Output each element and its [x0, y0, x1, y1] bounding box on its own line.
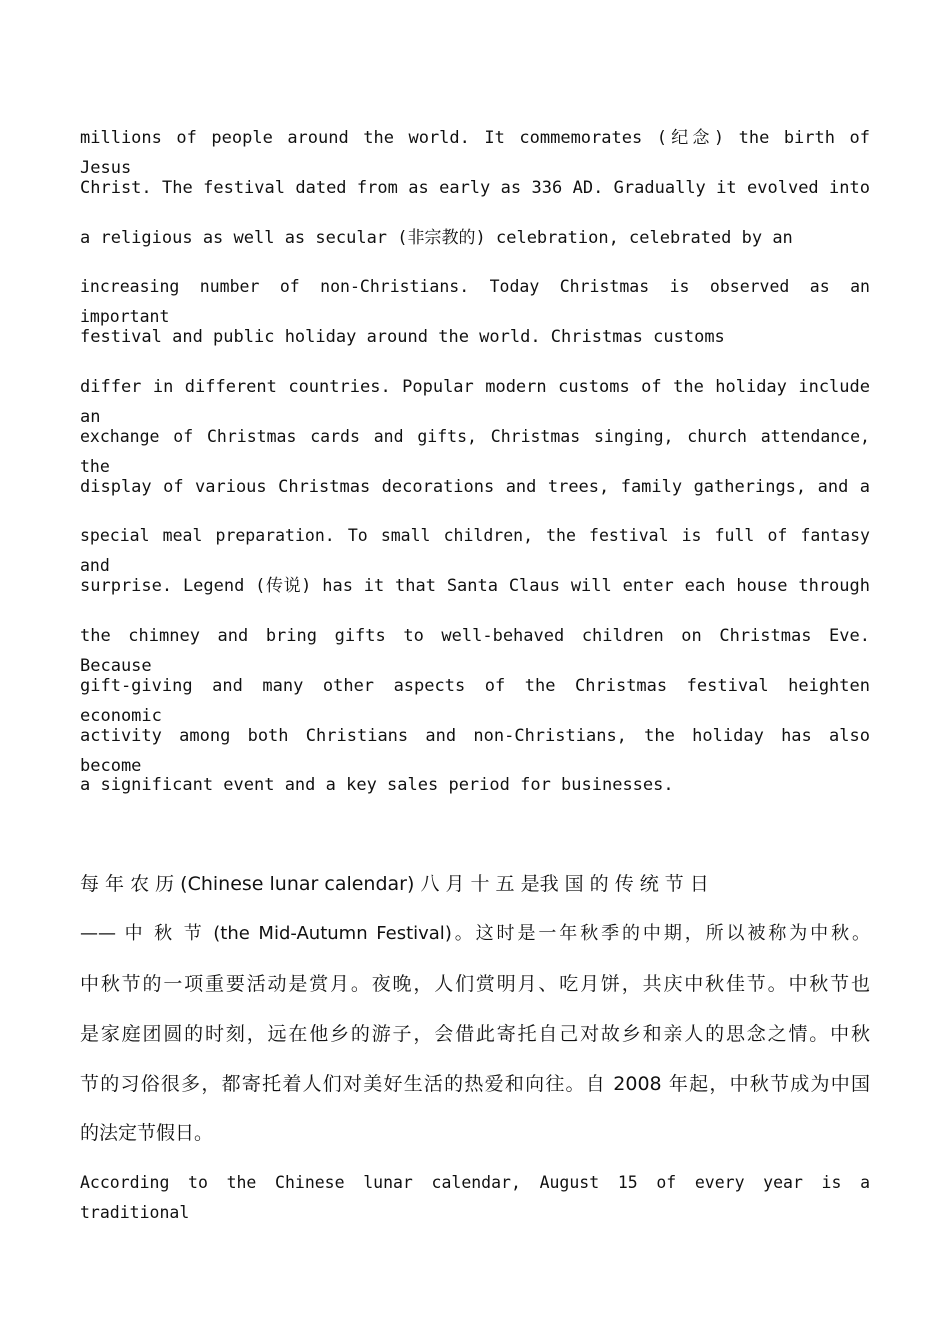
christmas-text-line: activity among both Christians and non-Christians, the holiday has also become — [80, 726, 870, 776]
mid-autumn-chinese-line: 的法定节假日。 — [80, 1122, 214, 1144]
christmas-text-line: gift-giving and many other aspects of the Christmas festival heighten economic — [80, 676, 870, 726]
christmas-text-line: differ in different countries. Popular modern customs of the holiday include an — [80, 377, 870, 427]
christmas-text-line: display of various Christmas decorations and trees, family gatherings, and a — [80, 477, 870, 497]
christmas-text-line: millions of people around the world. It commemorates (纪念) the birth of Jesus — [80, 128, 870, 178]
mid-autumn-english-line: According to the Chinese lunar calendar, August 15 of every year is a traditional — [80, 1173, 870, 1222]
christmas-text-line: exchange of Christmas cards and gifts, Christmas singing, church attendance, the — [80, 427, 870, 476]
christmas-text-line: increasing number of non-Christians. Today Christmas is observed as an important — [80, 277, 870, 326]
christmas-text-line: surprise. Legend (传说) has it that Santa Claus will enter each house through — [80, 576, 870, 596]
christmas-text-line: special meal preparation. To small children, the festival is full of fantasy and — [80, 526, 870, 575]
mid-autumn-chinese-line: 中秋节的一项重要活动是赏月。夜晚，人们赏明月、吃月饼，共庆中秋佳节。中秋节也 — [80, 973, 870, 995]
christmas-text-line: festival and public holiday around the world. Christmas customs — [80, 327, 725, 347]
christmas-text-line: the chimney and bring gifts to well-behaved children on Christmas Eve. Because — [80, 626, 870, 676]
christmas-text-line: Christ. The festival dated from as early as 336 AD. Gradually it evolved into — [80, 178, 870, 198]
mid-autumn-chinese-line: 每 年 农 历 (Chinese lunar calendar) 八 月 十 五 是我 国 的 传 统 节 日 — [80, 873, 709, 895]
mid-autumn-chinese-line: 节的习俗很多，都寄托着人们对美好生活的热爱和向往。自 2008 年起，中秋节成为中国 — [80, 1073, 870, 1095]
christmas-text-line: a religious as well as secular (非宗教的) celebration, celebrated by an — [80, 228, 793, 248]
mid-autumn-chinese-line: 是家庭团圆的时刻，远在他乡的游子，会借此寄托自己对故乡和亲人的思念之情。中秋 — [80, 1023, 870, 1045]
mid-autumn-chinese-line: —— 中 秋 节 (the Mid-Autumn Festival)。这时是一年秋季的中期，所以被称为中秋。 — [80, 923, 870, 944]
christmas-text-line: a significant event and a key sales period for businesses. — [80, 775, 674, 795]
